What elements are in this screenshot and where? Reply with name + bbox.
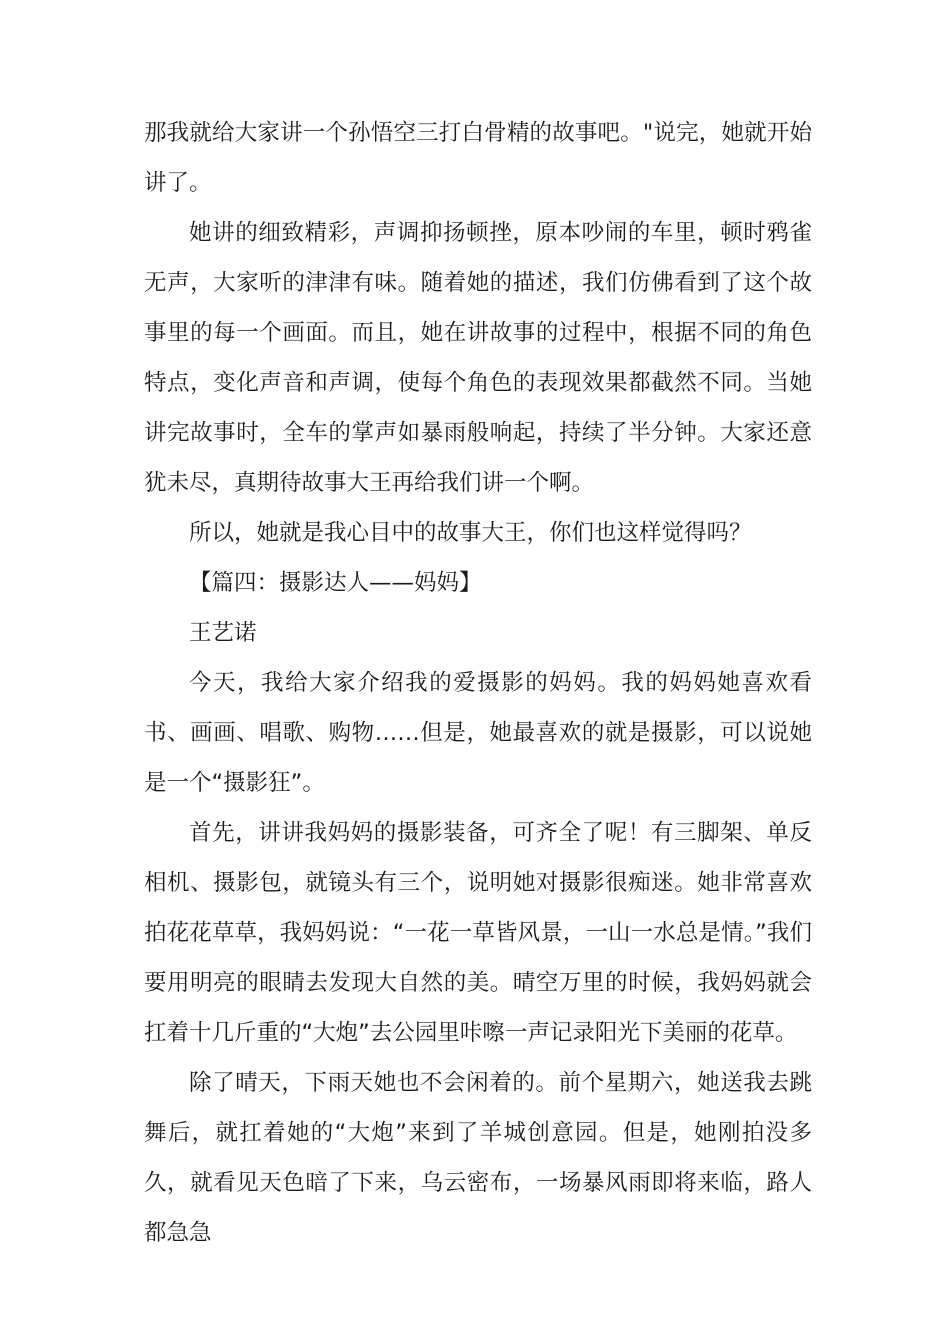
paragraph-3: 所以，她就是我心目中的故事大王，你们也这样觉得吗？	[189, 520, 752, 546]
section-heading: 【篇四：摄影达人——妈妈】	[189, 570, 482, 596]
author-name: 王艺诺	[189, 620, 257, 646]
document-body	[144, 108, 812, 1258]
paragraph-8: 除了晴天，下雨天她也不会闲着的。前个星期六，她送我去跳舞后，就扛着她的“大炮”来到了羊城创意园。但是，她刚拍没多久，就看见天色暗了下来，乌云密布，一场暴风雨即将来临，路人都急急	[144, 1070, 812, 1246]
paragraph-2: 她讲的细致精彩，声调抑扬顿挫，原本吵闹的车里，顿时鸦雀无声，大家听的津津有味。随着她的描述，我们仿佛看到了这个故事里的每一个画面。而且，她在讲故事的过程中，根据不同的角色特点，变化声音和声调，使每个角色的表现效果都截然不同。当她讲完故事时，全车的掌声如暴雨般响起，持续了半分钟。大家还意犹未尽，真期待故事大王再给我们讲一个啊。	[144, 220, 812, 496]
paragraph-7: 首先，讲讲我妈妈的摄影装备，可齐全了呢！有三脚架、单反相机、摄影包，就镜头有三个，说明她对摄影很痴迷。她非常喜欢拍花花草草，我妈妈说：“一花一草皆风景，一山一水总是情。”我们要用明亮的眼睛去发现大自然的美。晴空万里的时候，我妈妈就会扛着十几斤重的“大炮”去公园里咔嚓一声记录阳光下美丽的花草。	[144, 820, 812, 1046]
paragraph-1: 那我就给大家讲一个孙悟空三打白骨精的故事吧。"说完，她就开始讲了。	[144, 120, 812, 196]
paragraph-6: 今天，我给大家介绍我的爱摄影的妈妈。我的妈妈她喜欢看书、画画、唱歌、购物……但是，她最喜欢的就是摄影，可以说她是一个“摄影狂”。	[144, 670, 812, 796]
